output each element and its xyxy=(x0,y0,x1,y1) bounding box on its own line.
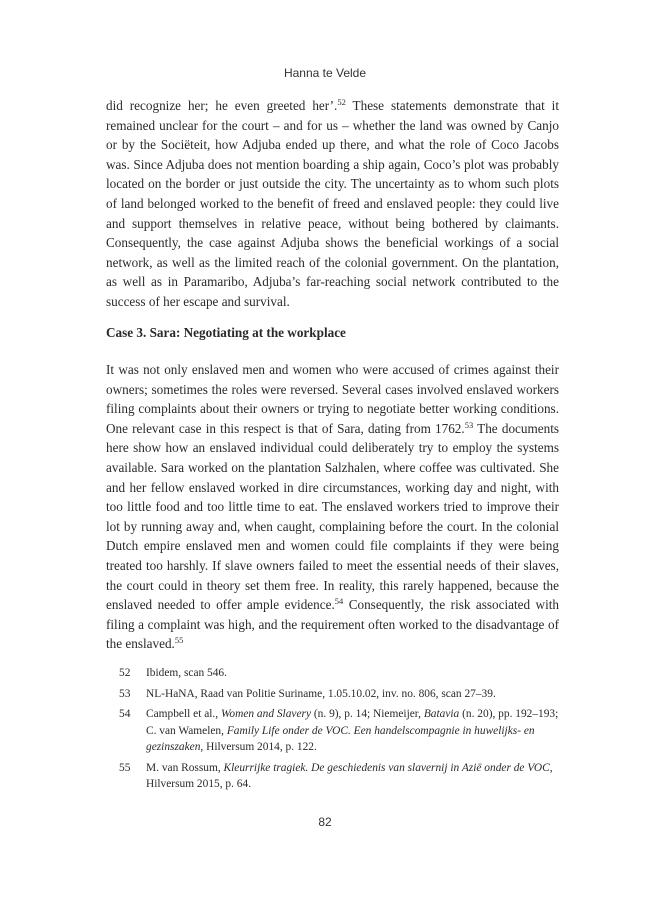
citation-title: Family Life onder de VOC. Een handelscompagnie in huwelijks- en gezinszaken xyxy=(146,724,535,753)
footnote-ref-54[interactable]: 54 xyxy=(334,596,344,607)
citation-text: , Hilversum 2014, p. 122. xyxy=(200,741,317,753)
citation-title: Batavia xyxy=(423,708,460,720)
citation-text: , Hilversum 2015, p. 64. xyxy=(146,761,553,790)
citation-text: M. van Rossum, xyxy=(146,761,224,774)
paragraph-text: These statements demonstrate that it remained unclear for the court – and for us – whether the land was owned by Canjo or by the Sociëteit, how Adjuba ended up there, and what the role of Coco Jacobs was. Since Adjuba does not mention boarding a ship again, Coco’s plot was probably located on the border or just outside the city. The uncertainty as to whom such plots of land belonged worked to the benefit of freed and enslaved people: they could live and support themselves in relative peace, without being bothered by claimants. Consequently, the case against Adjuba shows the beneficial workings of a social network, as well as the limited reach of the colonial government. On the plantation, as well as in Paramaribo, Adjuba’s far-reaching social network contributed to the success of her escape and survival. xyxy=(106,98,559,309)
footnote-text xyxy=(146,706,564,756)
citation-text: (n. 9), p. 14; Niemeijer, xyxy=(311,708,424,720)
paragraph-text: It was not only enslaved men and women who were accused of crimes against their owners; sometimes the roles were reversed. Several cases involved enslaved workers filing complaints about their owners or trying to negotiate better working conditions. One relevant case in this respect is that of Sara, dating from 1762. xyxy=(106,362,559,436)
footnote-number: 53 xyxy=(119,687,131,700)
footnote-number: 55 xyxy=(119,761,131,774)
body-paragraph-2 xyxy=(106,360,559,654)
footnote-ref-52[interactable]: 52 xyxy=(337,97,346,107)
page-number: 82 xyxy=(318,815,332,829)
footnote-item xyxy=(119,706,564,756)
section-heading: Case 3. Sara: Negotiating at the workplace xyxy=(106,325,346,340)
footnote-item xyxy=(119,686,564,703)
paragraph-text: Consequently, the risk associated with filing a complaint was high, and the requirement often worked to the disadvantage of the enslaved. xyxy=(106,597,559,652)
footnotes-list xyxy=(119,665,564,797)
citation-text: (n. 20), pp. 192–193; C. van Wamelen, xyxy=(146,708,559,737)
footnote-number: 52 xyxy=(119,667,131,679)
citation-title: Women and Slavery xyxy=(220,708,312,720)
footnote-number: 54 xyxy=(119,708,131,720)
paragraph-text: did recognize her; he even greeted her’. xyxy=(106,98,338,113)
paragraph-text: The documents here show how an enslaved individual could deliberately try to employ the systems available. Sara worked on the plantation Salzhalen, where coffee was cultivated. She and her fellow enslaved worked in dire circumstances, working day and night, with too little food and too little time to eat. The enslaved workers tried to improve their lot by running away and, when caught, complaining before the court. In the colonial Dutch empire enslaved men and women could file complaints if they were being treated too harshly. If slave owners failed to meet the essential needs of their slaves, the court could in theory set them free. In reality, this rarely happened, because the enslaved needed to offer ample evidence. xyxy=(106,420,559,613)
footnote-text xyxy=(146,760,564,793)
footnote-text: Ibidem, scan 546. xyxy=(146,667,227,679)
footnote-item xyxy=(119,760,564,793)
citation-title: Kleurrijke tragiek. De geschiedenis van slavernij in Azië onder de VOC xyxy=(223,761,550,774)
running-head: Hanna te Velde xyxy=(283,66,367,80)
citation-text: Campbell et al., xyxy=(146,708,221,720)
footnote-ref-53[interactable]: 53 xyxy=(464,419,474,430)
footnote-item xyxy=(119,665,564,682)
footnote-text: NL-HaNA, Raad van Politie Suriname, 1.05.10.02, inv. no. 806, scan 27–39. xyxy=(146,687,496,700)
body-paragraph-1 xyxy=(106,96,559,312)
footnote-ref-55[interactable]: 55 xyxy=(174,635,184,646)
